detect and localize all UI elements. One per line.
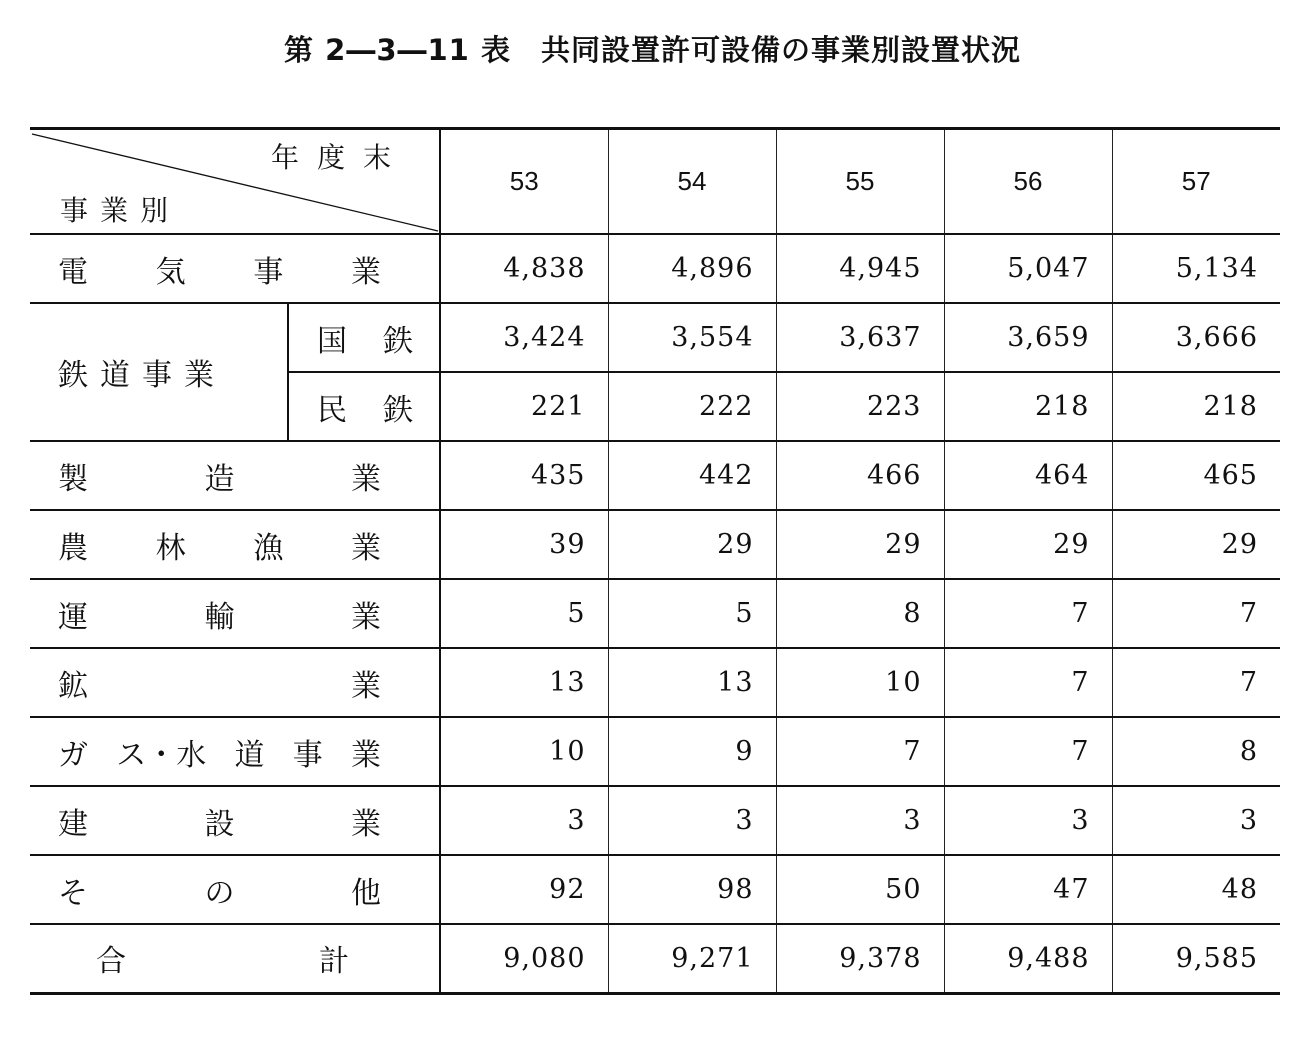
year-header: 54 xyxy=(608,129,776,235)
row-label-char: 業 xyxy=(351,668,381,704)
row-label xyxy=(30,730,439,774)
value-cell: 221 xyxy=(440,372,608,441)
row-label-cell xyxy=(30,234,440,303)
row-label-char: 運 xyxy=(58,599,88,635)
year-header: 55 xyxy=(776,129,944,235)
table-row xyxy=(30,579,1280,648)
row-label-cell xyxy=(30,648,440,717)
value-cell: 9,488 xyxy=(944,924,1112,993)
table-row xyxy=(30,786,1280,855)
row-label-char: そ xyxy=(58,875,88,911)
row-label-char: 業 xyxy=(351,806,381,842)
value-cell: 4,945 xyxy=(776,234,944,303)
row-label xyxy=(30,592,439,636)
value-cell: 13 xyxy=(440,648,608,717)
value-cell: 222 xyxy=(608,372,776,441)
row-label-char: 計 xyxy=(319,944,349,980)
value-cell: 9,378 xyxy=(776,924,944,993)
row-label-char: の xyxy=(204,875,235,911)
row-label-char: 他 xyxy=(351,875,381,911)
row-label-char: 設 xyxy=(204,806,235,842)
value-cell: 3 xyxy=(944,786,1112,855)
row-label-cell xyxy=(288,372,440,441)
row-label-char: 事 xyxy=(292,737,323,773)
value-cell: 7 xyxy=(944,717,1112,786)
value-cell: 3 xyxy=(776,786,944,855)
row-label-char: 民 xyxy=(317,392,347,428)
row-label-char: 合 xyxy=(96,944,126,980)
row-label-char: 電 xyxy=(58,254,88,290)
table-row xyxy=(30,303,1280,372)
value-cell: 29 xyxy=(944,510,1112,579)
year-header: 57 xyxy=(1181,166,1211,196)
row-label-char: 林 xyxy=(155,530,186,566)
row-label-char: 漁 xyxy=(253,530,284,566)
value-cell: 223 xyxy=(776,372,944,441)
row-label-char: 鉱 xyxy=(58,668,88,704)
value-cell: 3,659 xyxy=(944,303,1112,372)
value-cell: 3 xyxy=(1112,786,1280,855)
row-label xyxy=(30,454,439,498)
value-cell: 9,585 xyxy=(1112,924,1280,993)
value-cell: 442 xyxy=(608,441,776,510)
year-header: 53 xyxy=(440,129,608,235)
row-label xyxy=(30,868,439,912)
value-cell: 10 xyxy=(440,717,608,786)
value-cell: 29 xyxy=(1112,510,1280,579)
value-cell: 435 xyxy=(440,441,608,510)
row-label-cell xyxy=(30,717,440,786)
value-cell: 5,047 xyxy=(944,234,1112,303)
value-cell: 48 xyxy=(1112,855,1280,924)
value-cell: 7 xyxy=(944,579,1112,648)
value-cell: 3,554 xyxy=(608,303,776,372)
business-type-label: 事業別 xyxy=(60,194,181,227)
value-cell: 218 xyxy=(944,372,1112,441)
statistics-table xyxy=(30,127,1280,995)
value-cell: 39 xyxy=(440,510,608,579)
value-cell: 5,134 xyxy=(1112,234,1280,303)
row-label xyxy=(30,661,439,705)
row-label-cell xyxy=(30,786,440,855)
row-label-char: 業 xyxy=(351,737,381,773)
value-cell: 29 xyxy=(776,510,944,579)
table-row xyxy=(30,855,1280,924)
table-row xyxy=(30,717,1280,786)
value-cell: 5 xyxy=(440,579,608,648)
value-cell: 9,271 xyxy=(608,924,776,993)
table-row xyxy=(30,510,1280,579)
value-cell: 3,666 xyxy=(1112,303,1280,372)
row-label xyxy=(289,316,439,360)
row-label-char: ガ xyxy=(58,737,88,773)
row-label xyxy=(289,385,439,429)
table-title: 第 2―3―11 表 共同設置許可設備の事業別設置状況 xyxy=(284,33,1021,67)
row-label-char: 気 xyxy=(155,254,186,290)
value-cell: 50 xyxy=(776,855,944,924)
row-label-char: 輸 xyxy=(204,599,235,635)
value-cell: 8 xyxy=(1112,717,1280,786)
row-label xyxy=(30,799,439,843)
value-cell: 92 xyxy=(440,855,608,924)
row-label-char: ス・水 xyxy=(116,737,207,773)
row-label-cell xyxy=(30,855,440,924)
row-label xyxy=(30,247,439,291)
value-cell: 47 xyxy=(944,855,1112,924)
value-cell: 4,838 xyxy=(440,234,608,303)
row-label-char: 鉄 xyxy=(383,392,413,428)
row-label-char: 鉄 xyxy=(383,323,413,359)
corner-header-cell xyxy=(30,129,440,235)
value-cell: 4,896 xyxy=(608,234,776,303)
year-header: 56 xyxy=(944,129,1112,235)
row-label-char: 業 xyxy=(351,599,381,635)
value-cell: 7 xyxy=(1112,648,1280,717)
value-cell: 7 xyxy=(776,717,944,786)
table-row xyxy=(30,924,1280,993)
row-label-char: 造 xyxy=(204,461,235,497)
value-cell: 29 xyxy=(608,510,776,579)
value-cell: 10 xyxy=(776,648,944,717)
row-label-char: 業 xyxy=(350,530,381,566)
row-label-cell xyxy=(30,579,440,648)
row-label xyxy=(30,523,439,567)
value-cell: 9 xyxy=(608,717,776,786)
value-cell: 98 xyxy=(608,855,776,924)
value-cell: 465 xyxy=(1112,441,1280,510)
table-row xyxy=(30,234,1280,303)
value-cell: 13 xyxy=(608,648,776,717)
row-label-cell xyxy=(288,303,440,372)
value-cell: 8 xyxy=(776,579,944,648)
row-label-cell xyxy=(30,510,440,579)
table-row xyxy=(30,648,1280,717)
header-row xyxy=(30,129,1280,235)
row-label-char: 建 xyxy=(58,806,88,842)
row-label-char: 製 xyxy=(58,461,88,497)
value-cell: 7 xyxy=(944,648,1112,717)
value-cell: 218 xyxy=(1112,372,1280,441)
row-label-char: 道 xyxy=(234,737,265,773)
value-cell: 3 xyxy=(440,786,608,855)
railway-group-label: 鉄道事業 xyxy=(30,303,288,441)
value-cell: 7 xyxy=(1112,579,1280,648)
table-row xyxy=(30,441,1280,510)
value-cell: 464 xyxy=(944,441,1112,510)
row-label-char: 農 xyxy=(58,530,88,566)
value-cell: 3,424 xyxy=(440,303,608,372)
fiscal-year-end-label: 年度末 xyxy=(270,141,409,174)
value-cell: 5 xyxy=(608,579,776,648)
row-label-char: 事 xyxy=(253,254,284,290)
row-label-cell xyxy=(30,441,440,510)
value-cell: 3,637 xyxy=(776,303,944,372)
value-cell: 9,080 xyxy=(440,924,608,993)
value-cell: 3 xyxy=(608,786,776,855)
row-label-char: 業 xyxy=(350,254,381,290)
row-label-cell xyxy=(30,924,440,993)
row-label-char: 業 xyxy=(351,461,381,497)
row-label-char: 国 xyxy=(317,323,347,359)
row-label xyxy=(30,936,439,980)
value-cell: 466 xyxy=(776,441,944,510)
